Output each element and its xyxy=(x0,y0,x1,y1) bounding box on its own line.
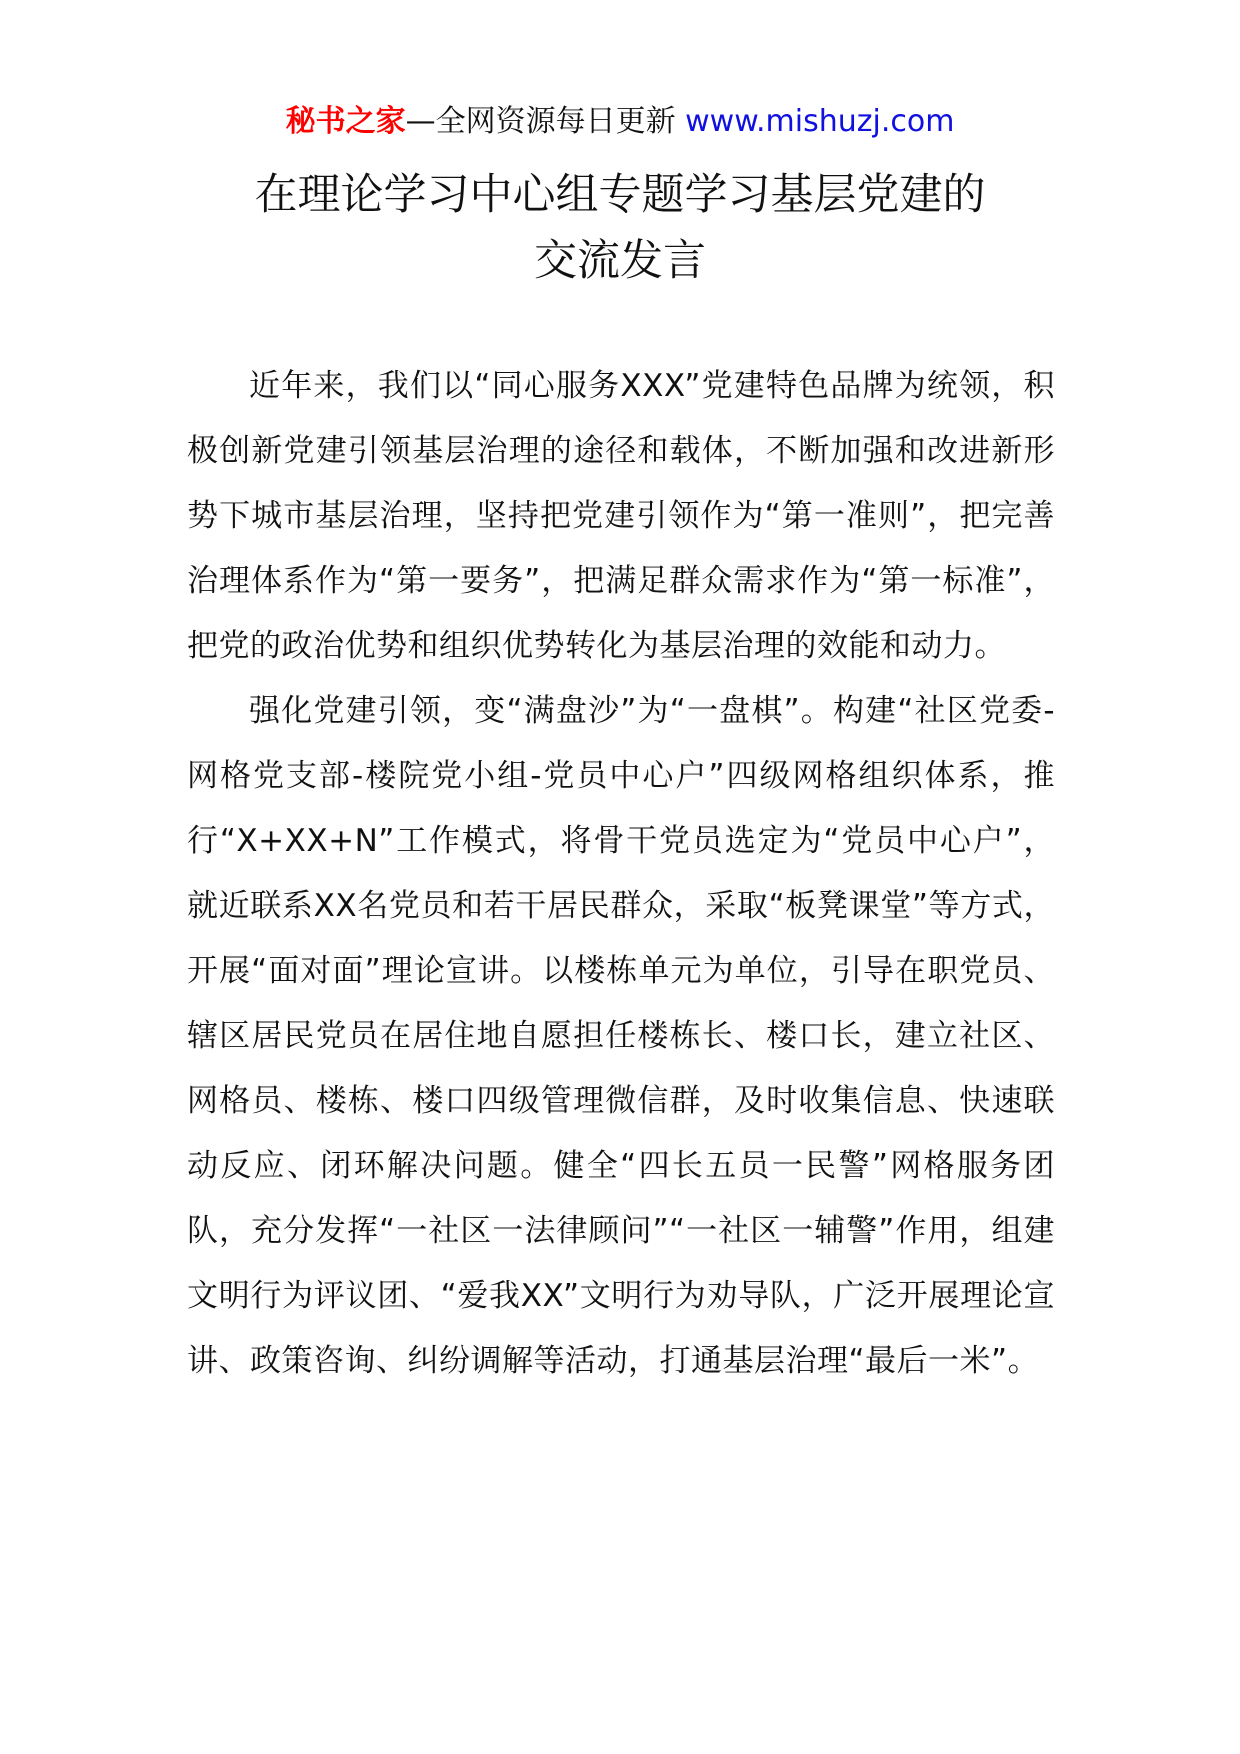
site-header xyxy=(0,102,1240,142)
paragraph-party-leadership: 强化党建引领，变“满盘沙”为“一盘棋”。构建“社区党委-网格党支部-楼院党小组-党员中心户”四级网格组织体系，推行“X+XX+N”工作模式，将骨干党员选定为“党员中心户”，就近联系XX名党员和若干居民群众，采取“板凳课堂”等方式，开展“面对面”理论宣讲。以楼栋单元为单位，引导在职党员、辖区居民党员在居住地自愿担任楼栋长、楼口长，建立社区、网格员、楼栋、楼口四级管理微信群，及时收集信息、快速联动反应、闭环解决问题。健全“四长五员一民警”网格服务团队，充分发挥“一社区一法律顾问”“一社区一辅警”作用，组建文明行为评议团、“爱我XX”文明行为劝导队，广泛开展理论宣讲、政策咨询、纠纷调解等活动，打通基层治理“最后一米”。 xyxy=(187,693,1055,1379)
document-body xyxy=(187,354,1055,1394)
paragraph-intro: 近年来，我们以“同心服务XXX”党建特色品牌为统领，积极创新党建引领基层治理的途径和载体，不断加强和改进新形势下城市基层治理，坚持把党建引领作为“第一准则”，把完善治理体系作为“第一要务”，把满足群众需求作为“第一标准”，把党的政治优势和组织优势转化为基层治理的效能和动力。 xyxy=(187,368,1055,664)
site-url-link[interactable]: www.mishuzj.com xyxy=(685,104,955,139)
document-title-line-2: 交流发言 xyxy=(534,236,706,286)
site-tagline: —全网资源每日更新 xyxy=(405,104,676,139)
document-title xyxy=(0,162,1240,294)
document-title-line-1: 在理论学习中心组专题学习基层党建的 xyxy=(254,170,986,220)
brand-name: 秘书之家 xyxy=(285,104,406,139)
